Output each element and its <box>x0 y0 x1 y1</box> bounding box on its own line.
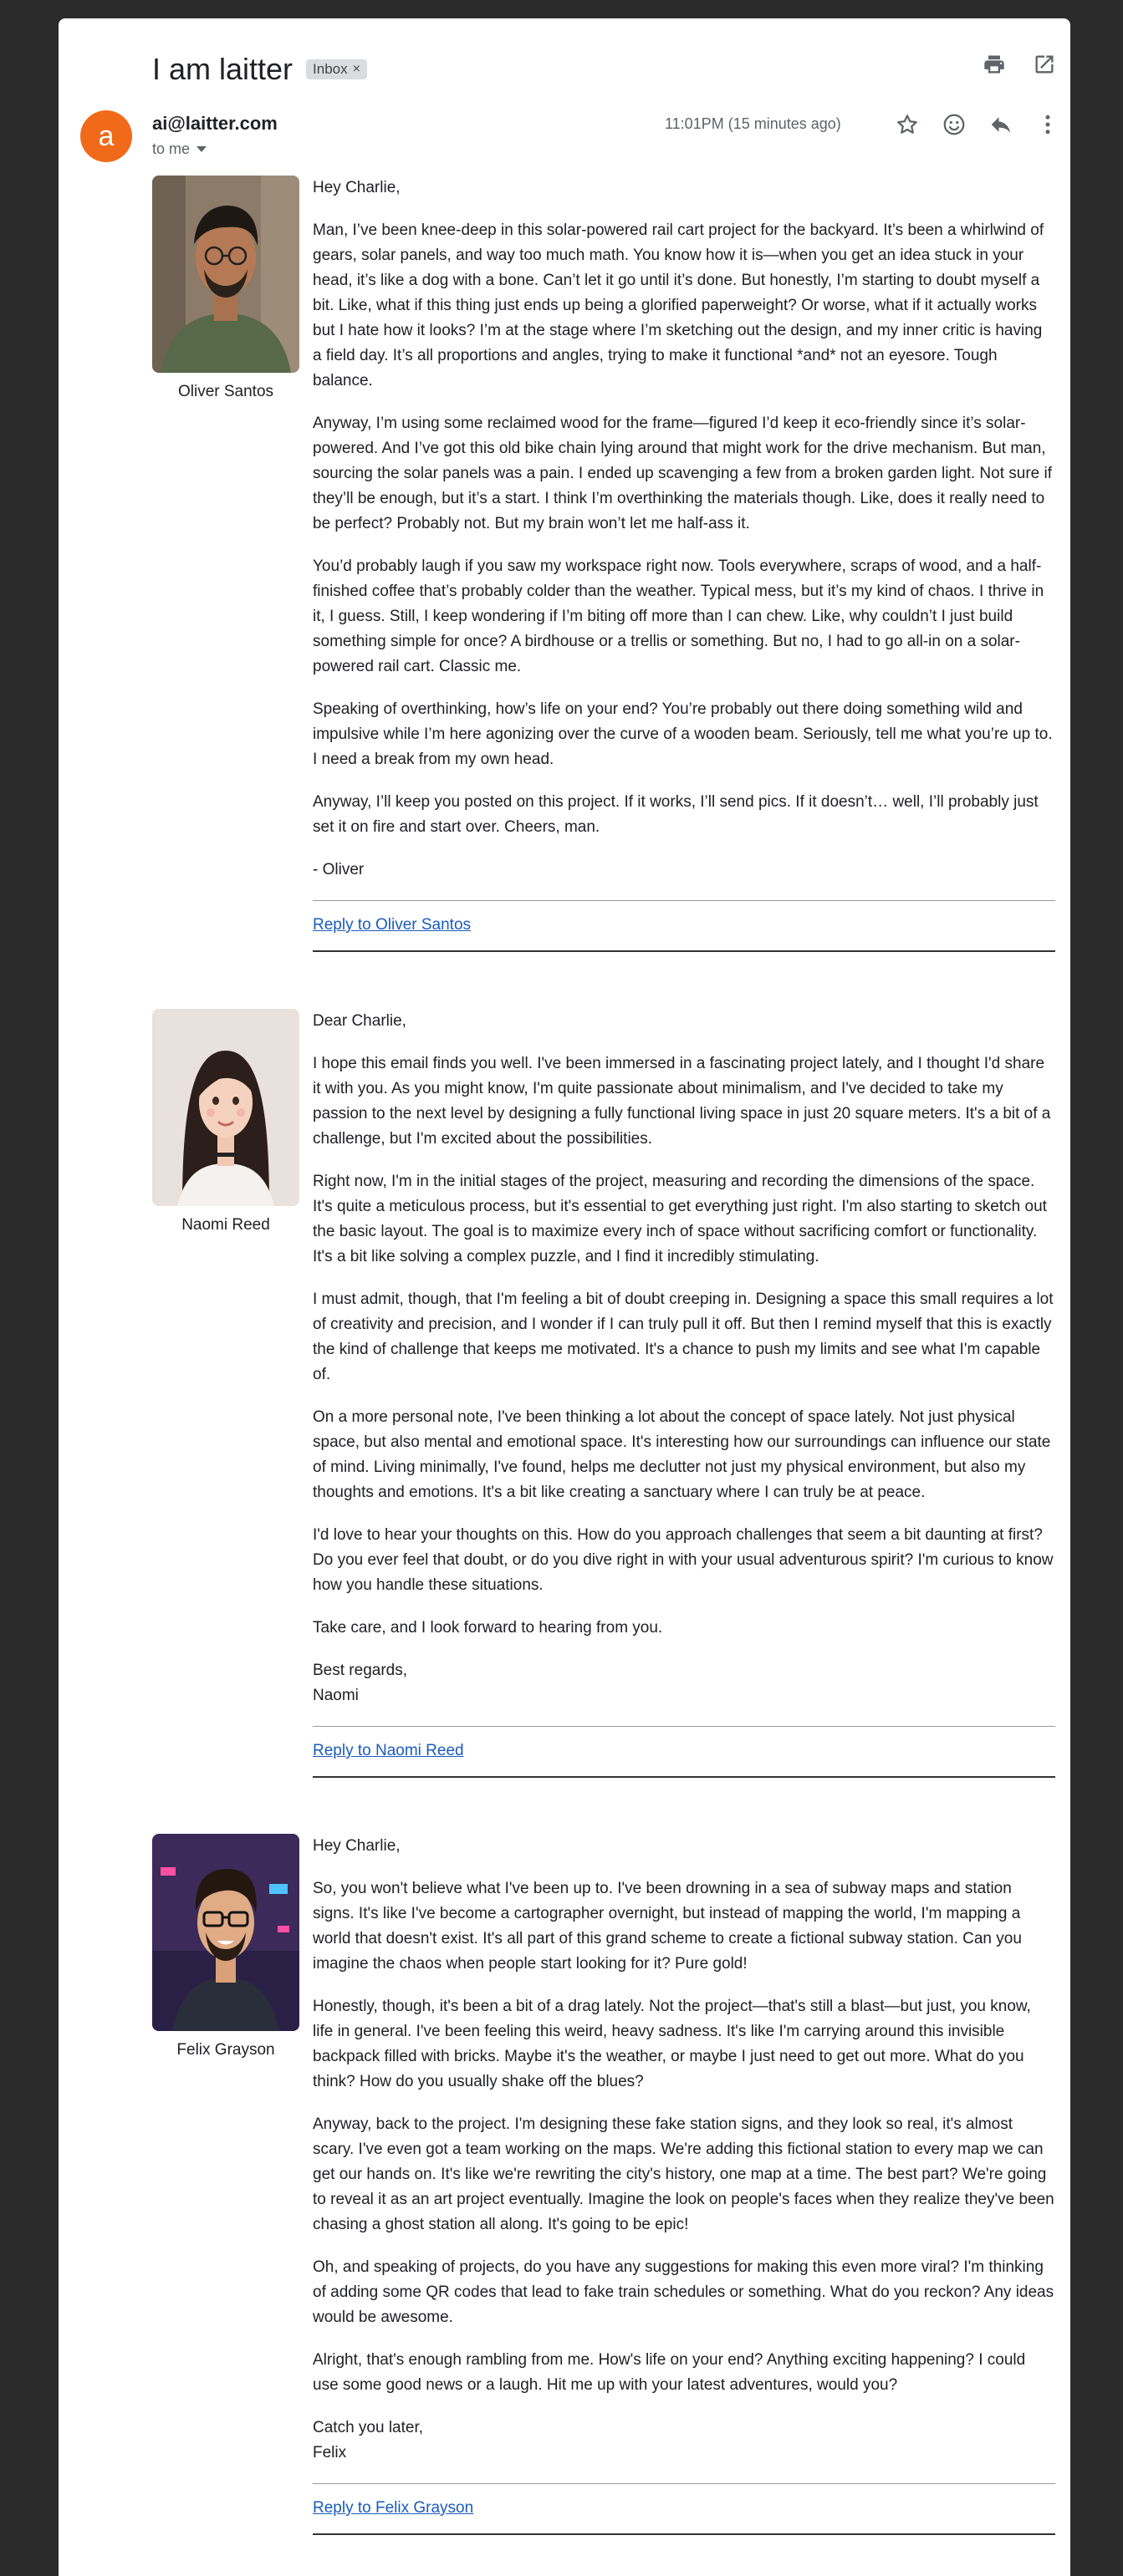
subject-row <box>152 48 367 90</box>
email-subject: I am laitter <box>152 52 294 86</box>
paragraph: Right now, I'm in the initial stages of the project, measuring and recording the dimensions of the space. It's quite a meticulous process, but it's essential to get everything just right. I'm also starting to sketch out the basic layout. The goal is to maximize every inch of space without sacrificing comfort or functionality. It's a bit like solving a complex puzzle, and I find it incredibly stimulating. <box>313 1173 1047 1265</box>
paragraph: Dear Charlie, <box>313 1012 406 1030</box>
paragraph: Oh, and speaking of projects, do you have any suggestions for making this even more viral? I'm thinking of adding some QR codes that lead to fake train schedules or something. What do you reckon? Any ideas would be awesome. <box>313 2258 1054 2326</box>
recipient-text: to me <box>152 140 191 157</box>
message-separator <box>313 950 1055 952</box>
signature: Best regards, Naomi <box>313 1662 407 1704</box>
paragraph: I hope this email finds you well. I've been immersed in a fascinating project lately, and I thought I'd share it with you. As you might know, I'm quite passionate about minimalism, and I've decided to take my passion to the next level by designing a fully functional living space in just 20 square meters. It's a bit of a challenge, but I'm excited about the possibilities. <box>313 1055 1051 1148</box>
message-actions <box>895 112 1060 137</box>
divider <box>313 2483 1055 2484</box>
sender-photo <box>152 176 299 373</box>
reply-icon[interactable] <box>988 112 1013 137</box>
email-card <box>59 18 1070 2576</box>
sender-photo <box>152 1009 299 1206</box>
paragraph: I must admit, though, that I'm feeling a bit of doubt creeping in. Designing a space this small requires a lot of creativity and precision, and I wonder if I can truly pull it off. But then I remind myself that this is exactly the kind of challenge that keeps me motivated. It's a chance to push my limits and see what I'm capable of. <box>313 1291 1054 1383</box>
open-in-new-icon[interactable] <box>1032 52 1057 77</box>
paragraph: So, you won't believe what I've been up to. I've been drowning in a sea of subway maps and station signs. It's like I've become a cartographer overnight, but instead of mapping the world, I'm mapping a world that doesn't exist. It's all part of this grand scheme to create a fictional subway station. Can you imagine the chaos when people start looking for it? Pure gold! <box>313 1880 1022 1973</box>
reply-naomi-link[interactable]: Reply to Naomi Reed <box>313 1742 464 1759</box>
sender-email[interactable]: ai@laitter.com <box>152 113 278 134</box>
sender-photo <box>152 1834 299 2031</box>
signature: - Oliver <box>313 861 365 878</box>
message-time: 11:01PM (15 minutes ago) <box>665 115 841 132</box>
paragraph: Speaking of overthinking, how’s life on your end? You’re probably out there doing something wild and impulsive while I’m here agonizing over the curve of a wooden beam. Seriously, tell me what you’re up to. I need a break from my own head. <box>313 700 1053 768</box>
message-separator <box>313 2533 1055 2535</box>
message-separator <box>313 1776 1055 1778</box>
thread-toolbar <box>982 52 1057 77</box>
divider <box>313 900 1055 901</box>
sender-avatar[interactable]: a <box>80 110 132 162</box>
star-icon[interactable] <box>895 112 920 137</box>
sender-name: Felix Grayson <box>176 2041 275 2059</box>
paragraph: Hey Charlie, <box>313 1837 401 1855</box>
inbox-label-text: Inbox <box>313 61 348 77</box>
recipient-details[interactable] <box>152 140 207 158</box>
message-body <box>313 1834 1055 2535</box>
sender-name: Oliver Santos <box>177 383 274 400</box>
paragraph: Man, I’ve been knee-deep in this solar-powered rail cart project for the backyard. It’s been a whirlwind of gears, solar panels, and way too much math. You know how it is—when you get an idea stuck in your head, it’s like a dog with a bone. Can’t let it go until it’s done. But honestly, I’m starting to doubt myself a bit. Like, what if this thing just ends up being a glorified paperweight? Or worse, what if it actually works but I hate how it looks? I’m at the stage where I’m sketching out the design, and my inner critic is having a field day. It’s all proportions and angles, trying to make it functional *and* not an eyesore. Tough balance. <box>313 221 1044 389</box>
chevron-down-icon[interactable] <box>197 146 207 152</box>
sender-name: Naomi Reed <box>181 1216 270 1234</box>
message-body <box>313 176 1055 952</box>
paragraph: Hey Charlie, <box>313 179 401 196</box>
paragraph: Alright, that's enough rambling from me. How's life on your end? Anything exciting happening? I could use some good news or a laugh. Hit me up with your latest adventures, would you? <box>313 2351 1026 2394</box>
divider <box>313 1726 1055 1727</box>
message-body <box>313 1009 1055 1778</box>
remove-label-icon[interactable]: × <box>352 62 360 76</box>
signature: Catch you later, Felix <box>313 2419 424 2461</box>
reply-oliver-link[interactable]: Reply to Oliver Santos <box>313 916 472 934</box>
paragraph: Anyway, back to the project. I'm designing these fake station signs, and they look so real, it's almost scary. I've even got a team working on the maps. We're adding this fictional station to every map we can get our hands on. It's like we're rewriting the city's history, one map at a time. The best part? We're going to reveal it as an art project eventually. Imagine the look on people's faces when they realize they've been chasing a ghost station all along. It's going to be epic! <box>313 2115 1054 2233</box>
paragraph: Take care, and I look forward to hearing from you. <box>313 1619 663 1637</box>
inbox-label-chip[interactable] <box>306 59 367 79</box>
paragraph: I'd love to hear your thoughts on this. How do you approach challenges that seem a bit daunting at first? Do you ever feel that doubt, or do you dive right in with your usual adventurous spirit? I'm curious to know how you handle these situations. <box>313 1526 1054 1594</box>
reply-felix-link[interactable]: Reply to Felix Grayson <box>313 2499 474 2517</box>
more-options-icon[interactable] <box>1035 112 1060 137</box>
sender-card <box>152 1834 299 2059</box>
paragraph: Honestly, though, it's been a bit of a drag lately. Not the project—that's still a blast—but just, you know, life in general. I've been feeling this weird, heavy sadness. It's like I'm carrying around this invisible backpack filled with bricks. Maybe it's the weather, or maybe I just need to get out more. What do you think? How do you usually shake off the blues? <box>313 1998 1031 2090</box>
sender-card <box>152 1009 299 1235</box>
emoji-reaction-icon[interactable] <box>942 112 967 137</box>
paragraph: Anyway, I’m using some reclaimed wood for the frame—figured I’d keep it eco-friendly since it’s solar-powered. And I’ve got this old bike chain lying around that might work for the drive mechanism. But man, sourcing the solar panels was a pain. I ended up scavenging a few from a broken garden light. Not sure if they’ll be enough, but it’s a start. I think I’m overthinking the materials though. Like, does it really need to be perfect? Probably not. But my brain won’t let me half-ass it. <box>313 415 1053 532</box>
sender-card <box>152 176 299 401</box>
paragraph: On a more personal note, I've been thinking a lot about the concept of space lately. Not just physical space, but also mental and emotional space. It's interesting how our surroundings can influence our state of mind. Living minimally, I've found, helps me declutter not just my physical environment, but also my thoughts and emotions. It's a bit like creating a sanctuary where I can truly be at peace. <box>313 1408 1051 1501</box>
paragraph: Anyway, I’ll keep you posted on this project. If it works, I’ll send pics. If it doesn’t… well, I’ll probably just set it on fire and start over. Cheers, man. <box>313 793 1039 836</box>
print-icon[interactable] <box>982 52 1007 77</box>
paragraph: You’d probably laugh if you saw my workspace right now. Tools everywhere, scraps of wood, and a half-finished coffee that’s probably colder than the weather. Typical mess, but it’s my kind of chaos. I thrive in it, I guess. Still, I keep wondering if I’m biting off more than I can chew. Like, why couldn’t I just build something simple for once? A birdhouse or a trellis or something. But no, I had to go all-in on a solar-powered rail cart. Classic me. <box>313 557 1044 675</box>
